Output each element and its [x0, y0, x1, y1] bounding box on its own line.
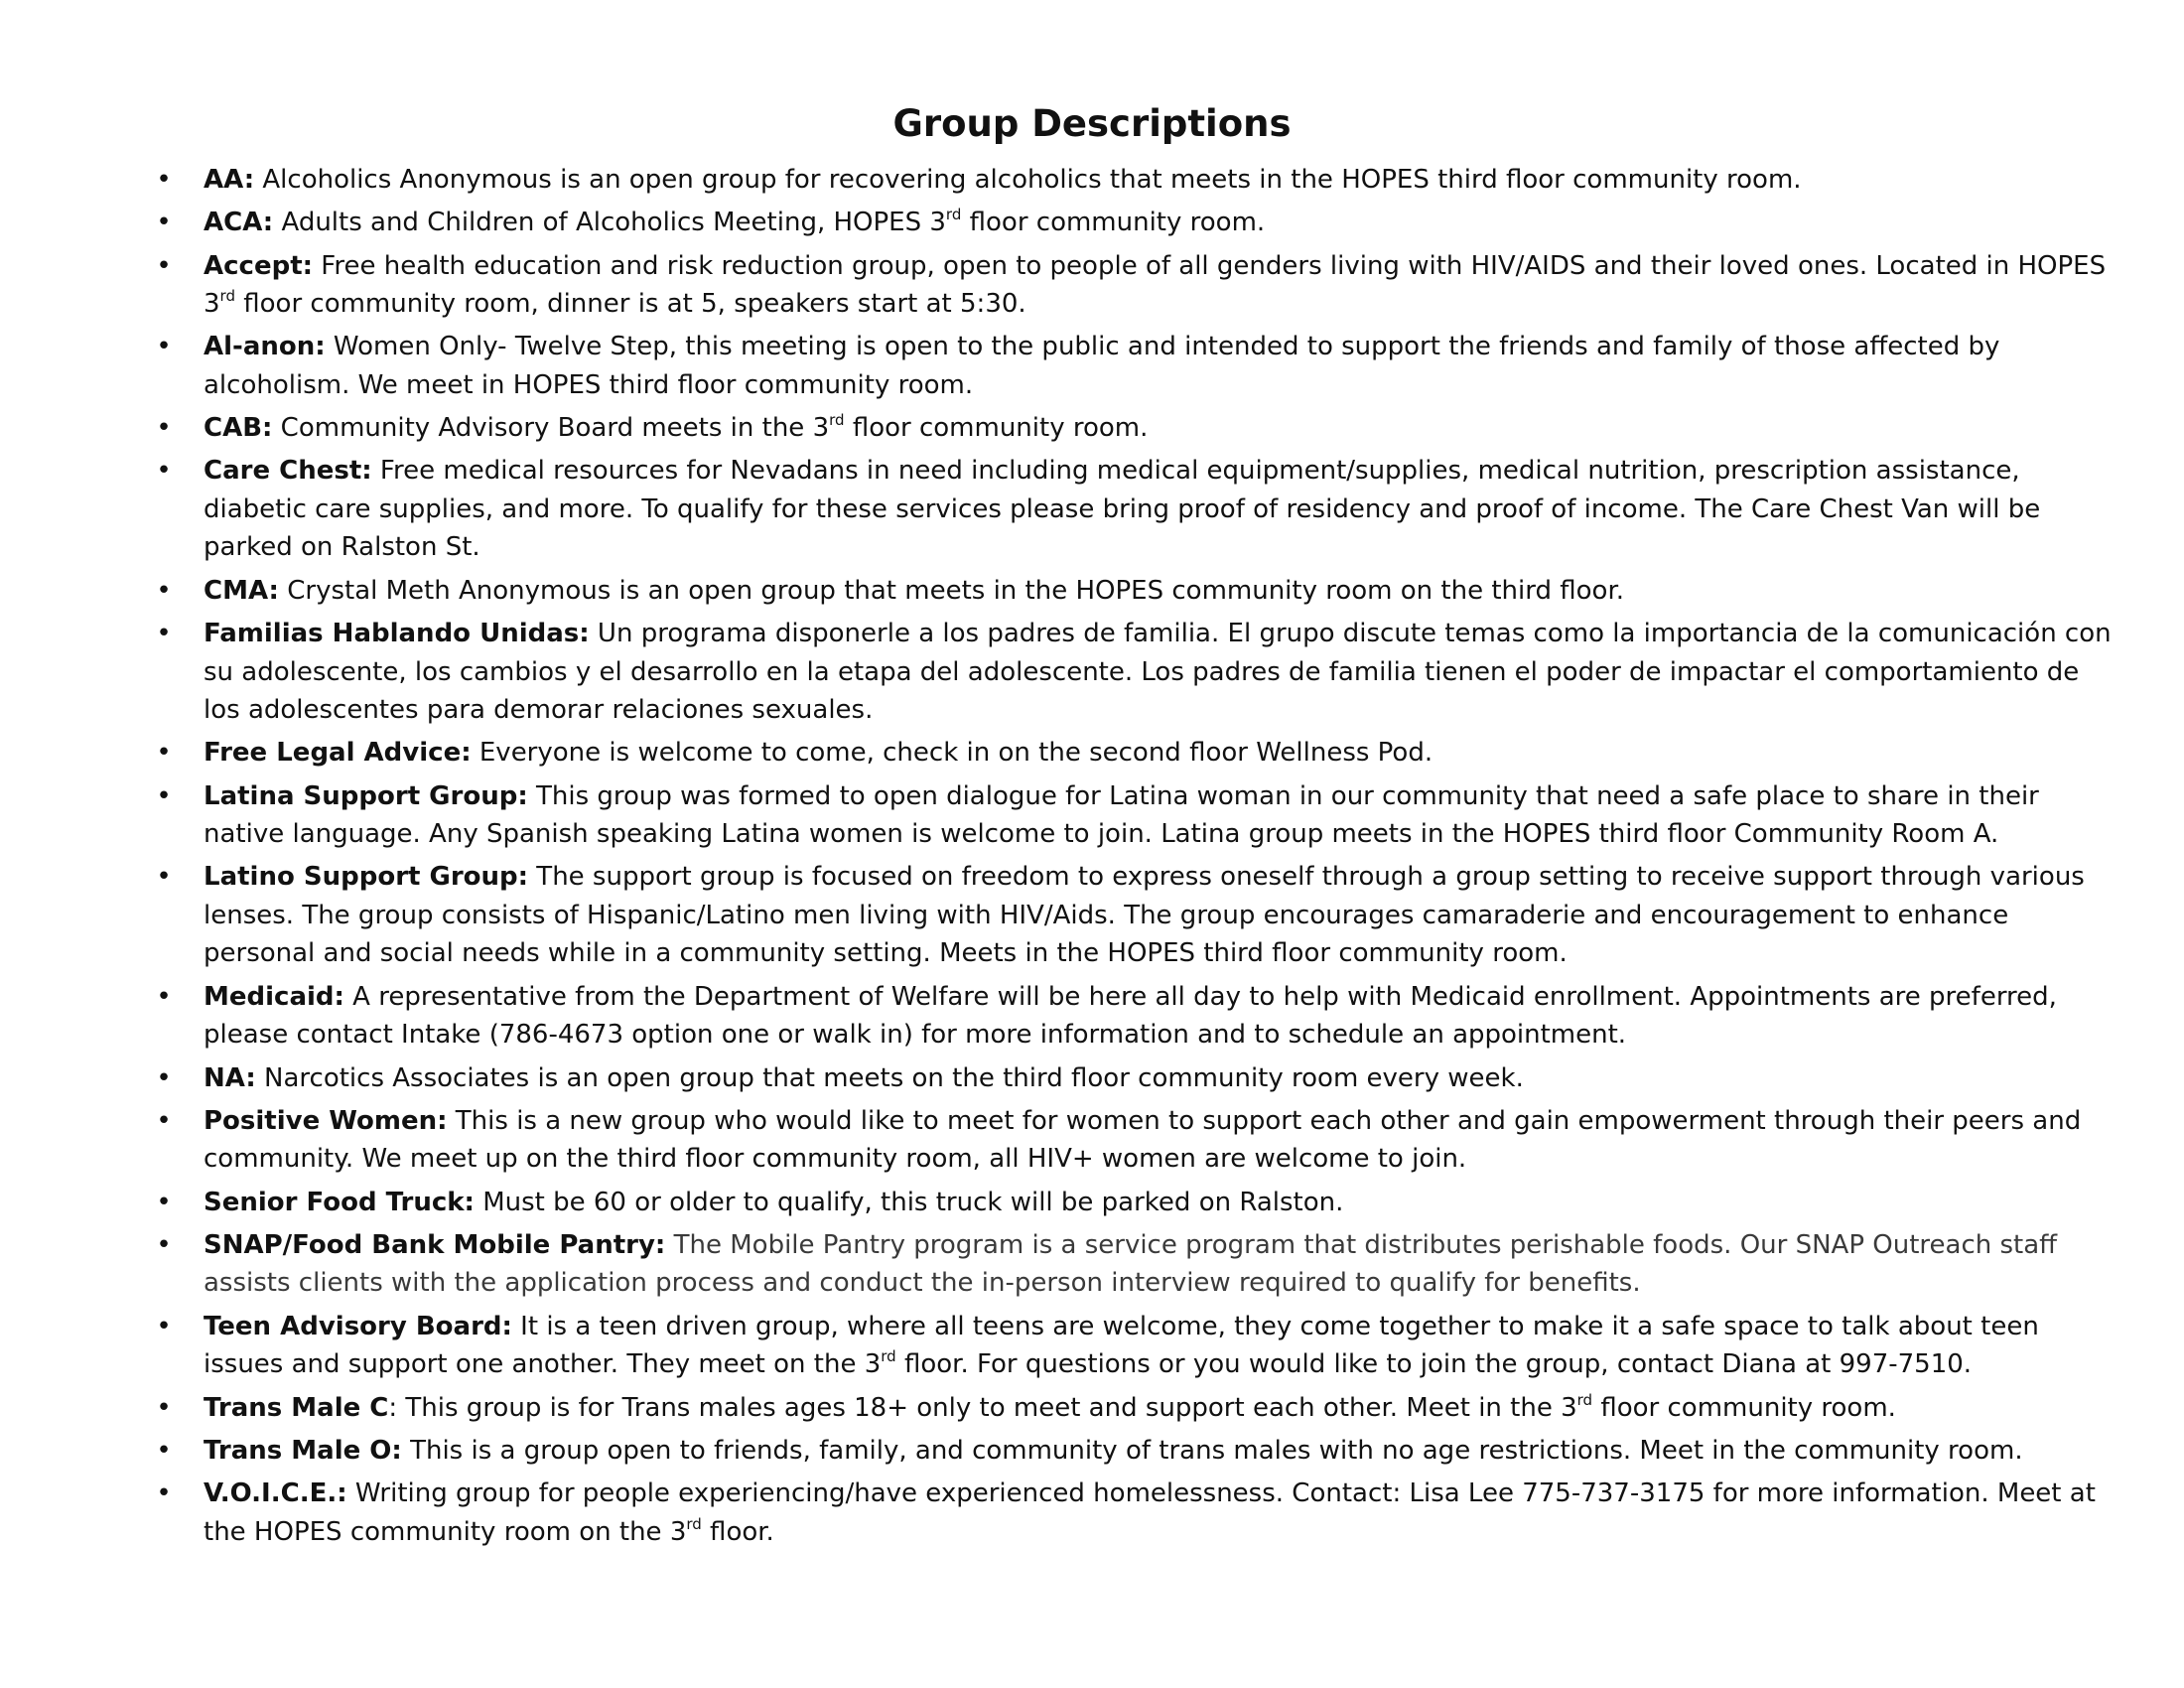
group-name: Medicaid:	[204, 981, 344, 1012]
bullet-icon: •	[156, 738, 172, 769]
bullet-icon: •	[156, 981, 172, 1012]
list-item	[156, 1389, 2119, 1428]
page-title: Group Descriptions	[892, 102, 1292, 145]
group-description	[204, 1478, 2096, 1547]
group-description	[254, 165, 1801, 195]
list-item	[156, 247, 2119, 324]
group-description	[402, 1436, 2023, 1466]
group-name: AA:	[204, 165, 255, 195]
bullet-icon: •	[156, 332, 172, 362]
group-name: Care Chest:	[204, 456, 372, 487]
description-text: : This group is for Trans males ages 18+ only to meet and support each other. Meet in the 3	[388, 1392, 1577, 1423]
list-item	[156, 1184, 2119, 1222]
description-text: Crystal Meth Anonymous is an open group that meets in the HOPES community room on the third floor.	[278, 575, 1625, 606]
description-text: Women Only- Twelve Step, this meeting is open to the public and intended to support the friends and family of those affected by alcoholism. We meet in HOPES third floor community room.	[204, 332, 2000, 400]
bullet-icon: •	[156, 1311, 172, 1341]
description-text: This is a group open to friends, family, and community of trans males with no age restrictions. Meet in the community room.	[401, 1435, 2023, 1466]
description-text: floor community room.	[1592, 1392, 1896, 1423]
group-name: Trans Male O:	[204, 1435, 402, 1466]
bullet-icon: •	[156, 862, 172, 893]
description-text: Free medical resources for Nevadans in need including medical equipment/supplies, medical nutrition, prescription assistance, diabetic care supplies, and more. To qualify for these services please bring proof of residency and proof of income. The Care Chest Van will be parked on Ralston St.	[204, 456, 2041, 563]
ordinal-suffix: rd	[881, 1347, 896, 1366]
list-item	[156, 1059, 2119, 1098]
list-item	[156, 734, 2119, 773]
group-description	[279, 576, 1624, 606]
description-text: Alcoholics Anonymous is an open group for recovering alcoholics that meets in the HOPES third floor community room.	[254, 165, 1802, 195]
description-text: The Mobile Pantry program is a service program that distributes perishable foods. Our SNAP Outreach staff assists clients with the application process and conduct the in-person interview required to qualify for benefits.	[204, 1229, 2058, 1299]
group-name: Accept:	[204, 250, 314, 281]
group-name: CMA:	[204, 575, 279, 606]
bullet-icon: •	[156, 1478, 172, 1509]
list-item	[156, 858, 2119, 973]
description-text: Narcotics Associates is an open group that meets on the third floor community room every week.	[255, 1062, 1524, 1093]
bullet-icon: •	[156, 619, 172, 649]
bullet-icon: •	[156, 1229, 172, 1260]
list-item	[156, 328, 2119, 404]
description-text: Free health education and risk reduction group, open to people of all genders living with HIV/AIDS and their loved ones. Located in HOPES 3	[204, 250, 2107, 320]
description-text: It is a teen driven group, where all teens are welcome, they come together to make it a safe space to talk about teen issues and support one another. They meet on the 3	[204, 1311, 2039, 1380]
group-description	[204, 251, 2106, 320]
ordinal-suffix: rd	[945, 206, 962, 224]
group-name: Latina Support Group:	[204, 780, 528, 811]
group-description	[472, 738, 1433, 768]
group-description	[204, 456, 2040, 562]
group-description	[204, 982, 2057, 1051]
description-text: A representative from the Department of Welfare will be here all day to help with Medicaid enrollment. Appointments are preferred, please contact Intake (786-4673 option one or walk in) for more information and to schedule an appointment.	[204, 981, 2057, 1051]
description-text: The support group is focused on freedom to express oneself through a group setting to receive support through various lenses. The group consists of Hispanic/Latino men living with HIV/Aids. The group encourages camaraderie and encouragement to enhance personal and social needs while in a community setting. Meets in the HOPES third floor community room.	[204, 862, 2085, 969]
group-description	[272, 413, 1148, 443]
bullet-icon: •	[156, 165, 172, 195]
bullet-icon: •	[156, 413, 172, 444]
group-name: Free Legal Advice:	[204, 738, 472, 769]
group-name: Familias Hablando Unidas:	[204, 619, 590, 649]
description-text: This is a new group who would like to meet for women to support each other and gain empowerment through their peers and community. We meet up on the third floor community room, all HIV+ women are welcome to join.	[204, 1105, 2082, 1175]
description-text: Everyone is welcome to come, check in on the second floor Wellness Pod.	[471, 738, 1433, 769]
group-name: Latino Support Group:	[204, 862, 529, 893]
bullet-icon: •	[156, 456, 172, 487]
list-item	[156, 204, 2119, 242]
list-item	[156, 572, 2119, 611]
group-description	[256, 1063, 1524, 1093]
description-text: Adults and Children of Alcoholics Meeting, HOPES 3	[273, 208, 946, 238]
ordinal-suffix: rd	[686, 1514, 702, 1533]
description-text: Community Advisory Board meets in the 3	[272, 413, 830, 444]
description-text: floor. For questions or you would like to join the group, contact Diana at 997-7510.	[895, 1349, 1973, 1380]
bullet-icon: •	[156, 250, 172, 281]
group-name: Trans Male C	[204, 1392, 389, 1423]
group-name: CAB:	[204, 413, 273, 444]
bullet-icon: •	[156, 780, 172, 811]
group-name: SNAP/Food Bank Mobile Pantry:	[204, 1229, 666, 1260]
list-item	[156, 777, 2119, 854]
description-text: floor community room, dinner is at 5, speakers start at 5:30.	[234, 289, 1026, 320]
ordinal-suffix: rd	[219, 287, 235, 306]
group-name: NA:	[204, 1062, 256, 1093]
bullet-icon: •	[156, 575, 172, 606]
description-text: This group was formed to open dialogue for Latina woman in our community that need a safe place to share in their native language. Any Spanish speaking Latina women is welcome to join. Latina group meets in the HOPES third floor Community Room A.	[204, 780, 2039, 850]
bullet-icon: •	[156, 1105, 172, 1136]
bullet-icon: •	[156, 1187, 172, 1217]
group-description	[204, 332, 1999, 400]
group-descriptions-list	[156, 161, 2119, 1556]
description-text: floor.	[701, 1516, 774, 1547]
description-text: floor community room.	[961, 208, 1266, 238]
ordinal-suffix: rd	[829, 411, 845, 430]
description-text: Un programa disponerle a los padres de familia. El grupo discute temas como la importancia de la comunicación con su adolescente, los cambios y el desarrollo en la etapa del adolescente. Los padres de familia tienen el poder de impactar el comportamiento de los adolescentes para demorar relaciones sexuales.	[204, 619, 2112, 726]
group-description	[273, 208, 1265, 237]
group-description	[388, 1390, 1896, 1423]
group-name: Senior Food Truck:	[204, 1187, 475, 1217]
list-item	[156, 1102, 2119, 1179]
bullet-icon: •	[156, 208, 172, 238]
bullet-icon: •	[156, 1392, 172, 1423]
group-name: ACA:	[204, 208, 274, 238]
group-description	[204, 1106, 2081, 1175]
description-text: Must be 60 or older to qualify, this truck will be parked on Ralston.	[474, 1187, 1344, 1217]
list-item	[156, 161, 2119, 200]
list-item	[156, 452, 2119, 567]
group-name: Al-anon:	[204, 332, 326, 362]
group-name: V.O.I.C.E.:	[204, 1478, 347, 1509]
description-text: Writing group for people experiencing/have experienced homelessness. Contact: Lisa Lee 775-737-3175 for more information. Meet at the HOPES community room on the 3	[204, 1478, 2096, 1547]
list-item	[156, 409, 2119, 448]
bullet-icon: •	[156, 1435, 172, 1466]
list-item	[156, 1226, 2119, 1303]
description-text: floor community room.	[844, 413, 1149, 444]
bullet-icon: •	[156, 1062, 172, 1093]
list-item	[156, 615, 2119, 730]
list-item	[156, 1432, 2119, 1471]
group-description	[475, 1188, 1343, 1217]
group-name: Teen Advisory Board:	[204, 1311, 512, 1341]
ordinal-suffix: rd	[1576, 1390, 1593, 1409]
list-item	[156, 1475, 2119, 1551]
list-item	[156, 978, 2119, 1055]
list-item	[156, 1308, 2119, 1384]
group-name: Positive Women:	[204, 1105, 448, 1136]
